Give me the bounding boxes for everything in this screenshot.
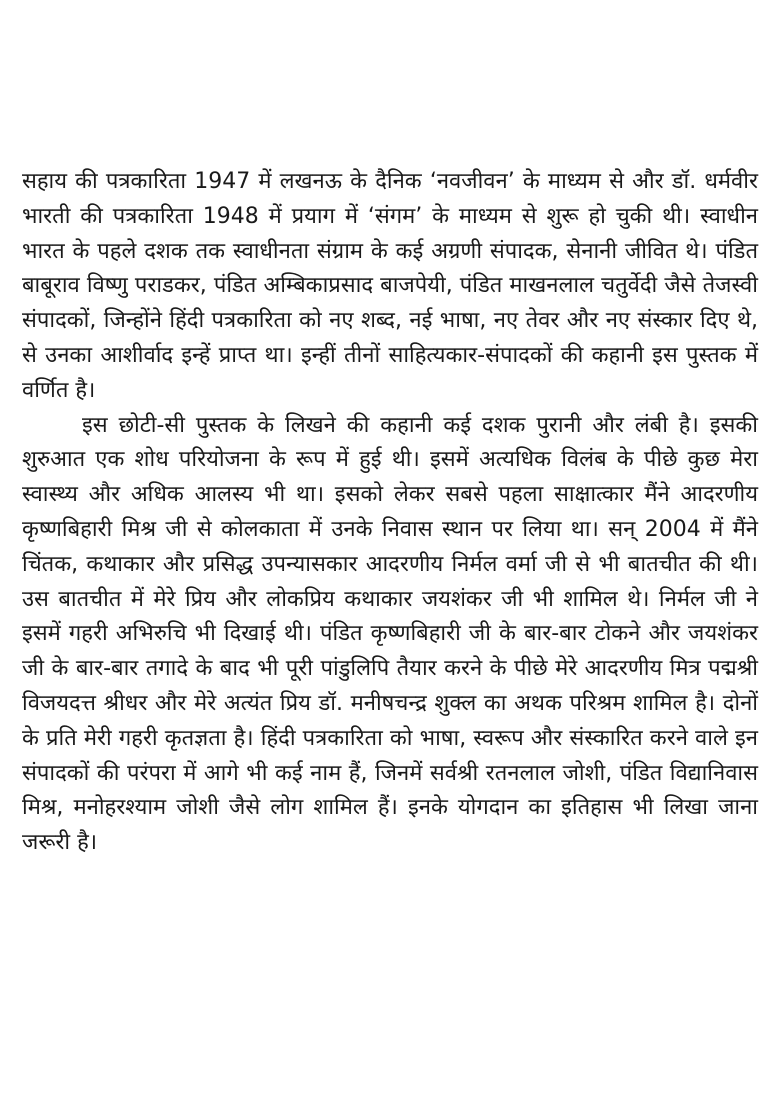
body-text xyxy=(22,165,758,861)
paragraph-1: सहाय की पत्रकारिता 1947 में लखनऊ के दैनिक ‘नवजीवन’ के माध्यम से और डॉ. धर्मवीर भारती की पत्रकारिता 1948 में प्रयाग में ‘संगम’ के माध्यम से शुरू हो चुकी थी। स्वाधीन भारत के पहले दशक तक स्वाधीनता संग्राम के कई अग्रणी संपादक, सेनानी जीवित थे। पंडित बाबूराव विष्णु पराडकर, पंडित अम्बिकाप्रसाद बाजपेयी, पंडित माखनलाल चतुर्वेदी जैसे तेजस्वी संपादकों, जिन्होंने हिंदी पत्रकारिता को नए शब्द, नई भाषा, नए तेवर और नए संस्कार दिए थे, से उनका आशीर्वाद इन्हें प्राप्त था। इन्हीं तीनों साहित्यकार-संपादकों की कहानी इस पुस्तक में वर्णित है। xyxy=(22,169,758,403)
paragraph-2: इस छोटी-सी पुस्तक के लिखने की कहानी कई दशक पुरानी और लंबी है। इसकी शुरुआत एक शोध परियोजना के रूप में हुई थी। इसमें अत्यधिक विलंब के पीछे कुछ मेरा स्वास्थ्य और अधिक आलस्य भी था। इसको लेकर सबसे पहला साक्षात्कार मैंने आदरणीय कृष्णबिहारी मिश्र जी से कोलकाता में उनके निवास स्थान पर लिया था। सन् 2004 में मैंने चिंतक, कथाकार और प्रसिद्ध उपन्यासकार आदरणीय निर्मल वर्मा जी से भी बातचीत की थी। उस बातचीत में मेरे प्रिय और लोकप्रिय कथाकार जयशंकर जी भी शामिल थे। निर्मल जी ने इसमें गहरी अभिरुचि भी दिखाई थी। पंडित कृष्णबिहारी जी के बार-बार टोकने और जयशंकर जी के बार-बार तगादे के बाद भी पूरी पांडुलिपि तैयार करने के पीछे मेरे आदरणीय मित्र पद्मश्री विजयदत्त श्रीधर और मेरे अत्यंत प्रिय डॉ. मनीषचन्द्र शुक्ल का अथक परिश्रम शामिल है। दोनों के प्रति मेरी गहरी कृतज्ञता है। हिंदी पत्रकारिता को भाषा, स्वरूप और संस्कारित करने वाले इन संपादकों की परंपरा में आगे भी कई नाम हैं, जिनमें सर्वश्री रतनलाल जोशी, पंडित विद्यानिवास मिश्र, मनोहरश्याम जोशी जैसे लोग शामिल हैं। इनके योगदान का इतिहास भी लिखा जाना जरूरी है। xyxy=(22,412,758,856)
